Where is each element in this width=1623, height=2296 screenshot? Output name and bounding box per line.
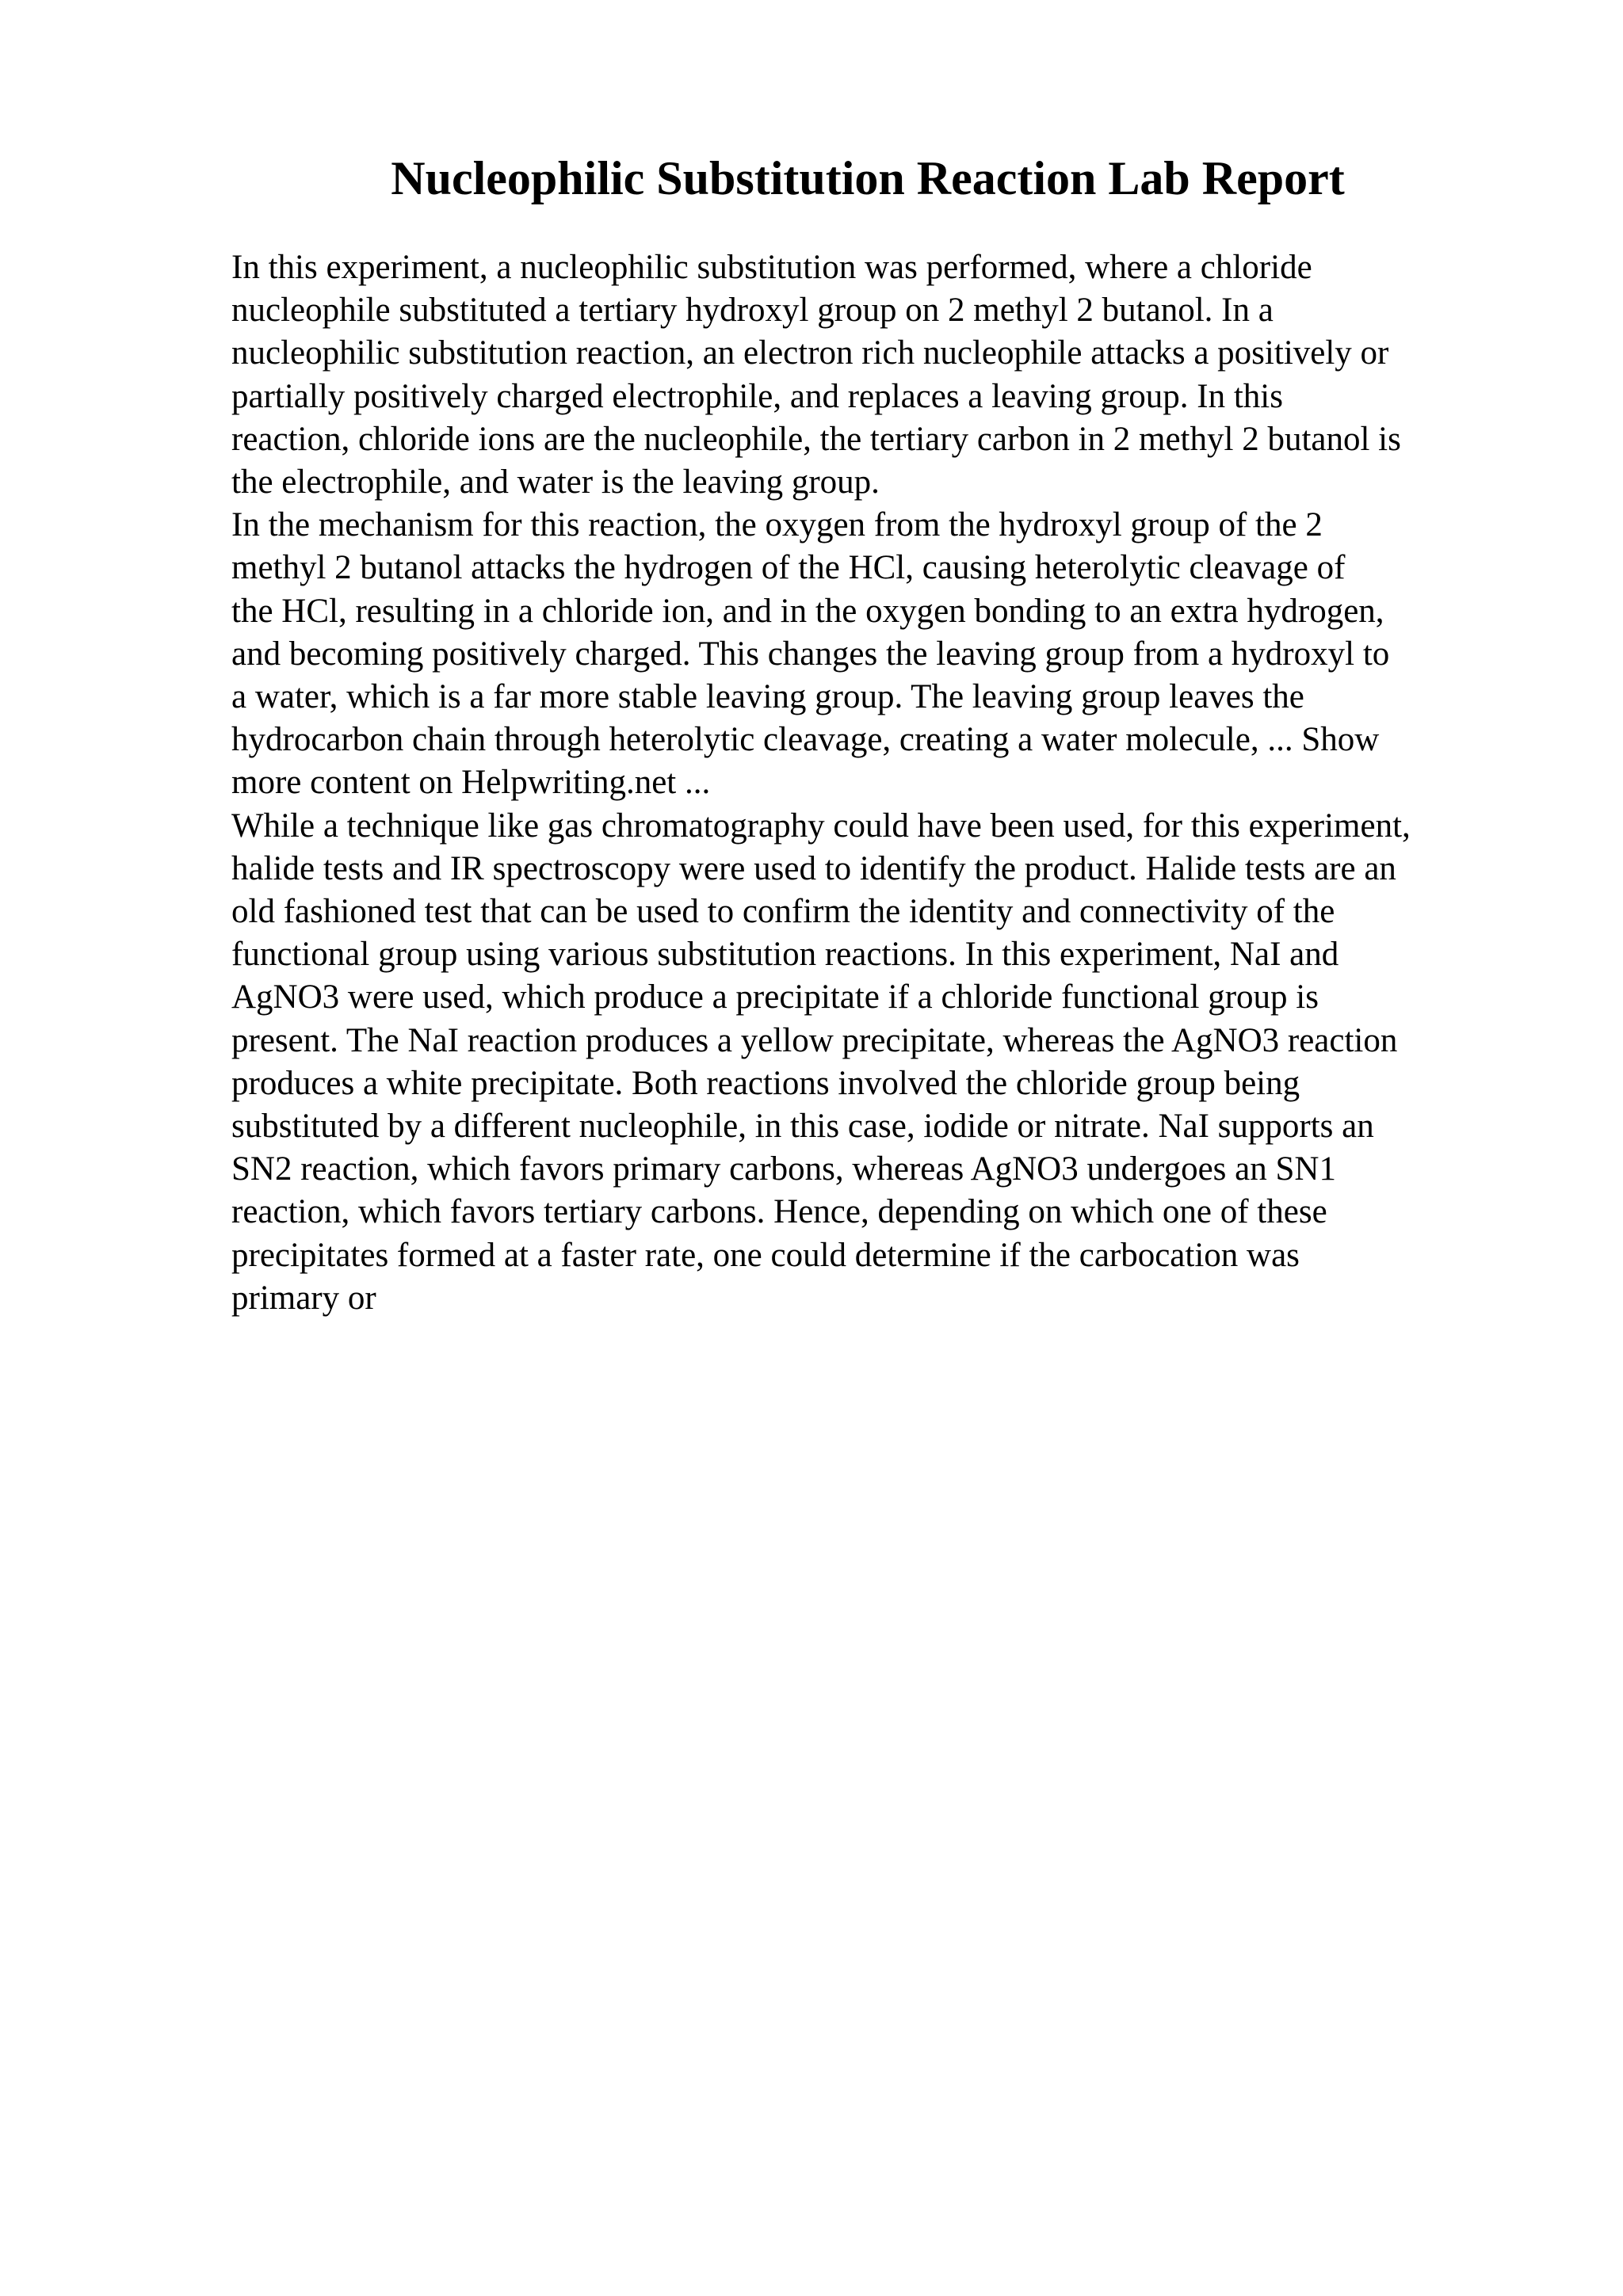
text-line: While a technique like gas chromatography could have been used, for this experiment, [231, 807, 1411, 845]
text-line: halide tests and IR spectroscopy were used to identify the product. Halide tests are an [231, 849, 1396, 887]
text-line: and becoming positively charged. This changes the leaving group from a hydroxyl to [231, 635, 1390, 673]
text-line: SN2 reaction, which favors primary carbons, whereas AgNO3 undergoes an SN1 [231, 1150, 1336, 1188]
text-line: old fashioned test that can be used to confirm the identity and connectivity of the [231, 893, 1335, 931]
text-line: reaction, which favors tertiary carbons. Hence, depending on which one of these [231, 1193, 1327, 1231]
text-line: nucleophile substituted a tertiary hydroxyl group on 2 methyl 2 butanol. In a [231, 292, 1274, 330]
text-line: the HCl, resulting in a chloride ion, and in the oxygen bonding to an extra hydrogen, [231, 592, 1384, 630]
text-line: functional group using various substitution reactions. In this experiment, NaI and [231, 936, 1339, 974]
paragraph-3 [231, 805, 1531, 1320]
text-line: AgNO3 were used, which produce a precipitate if a chloride functional group is [231, 978, 1319, 1016]
page-title: Nucleophilic Substitution Reaction Lab Report [391, 152, 1345, 204]
text-line: substituted by a different nucleophile, in this case, iodide or nitrate. NaI supports an [231, 1108, 1374, 1146]
text-line: the electrophile, and water is the leaving group. [231, 463, 880, 502]
text-line: precipitates formed at a faster rate, one could determine if the carbocation was [231, 1236, 1300, 1274]
text-line: present. The NaI reaction produces a yellow precipitate, whereas the AgNO3 reaction [231, 1021, 1398, 1059]
text-line: reaction, chloride ions are the nucleophile, the tertiary carbon in 2 methyl 2 butanol is [231, 420, 1401, 458]
text-line: partially positively charged electrophile, and replaces a leaving group. In this [231, 377, 1283, 415]
text-line: nucleophilic substitution reaction, an electron rich nucleophile attacks a positively or [231, 334, 1389, 372]
paragraph-2 [231, 504, 1531, 804]
text-line: In this experiment, a nucleophilic substitution was performed, where a chloride [231, 249, 1312, 286]
text-line: produces a white precipitate. Both reactions involved the chloride group being [231, 1064, 1300, 1102]
document-body [231, 246, 1531, 1320]
text-line: hydrocarbon chain through heterolytic cleavage, creating a water molecule, ... Show [231, 721, 1380, 759]
text-line: methyl 2 butanol attacks the hydrogen of the HCl, causing heterolytic cleavage of [231, 549, 1346, 587]
text-line: more content on Helpwriting.net ... [231, 764, 711, 802]
paragraph-1 [231, 246, 1531, 504]
text-line: primary or [231, 1279, 376, 1317]
text-line: a water, which is a far more stable leaving group. The leaving group leaves the [231, 678, 1304, 716]
text-line: In the mechanism for this reaction, the oxygen from the hydroxyl group of the 2 [231, 506, 1323, 544]
